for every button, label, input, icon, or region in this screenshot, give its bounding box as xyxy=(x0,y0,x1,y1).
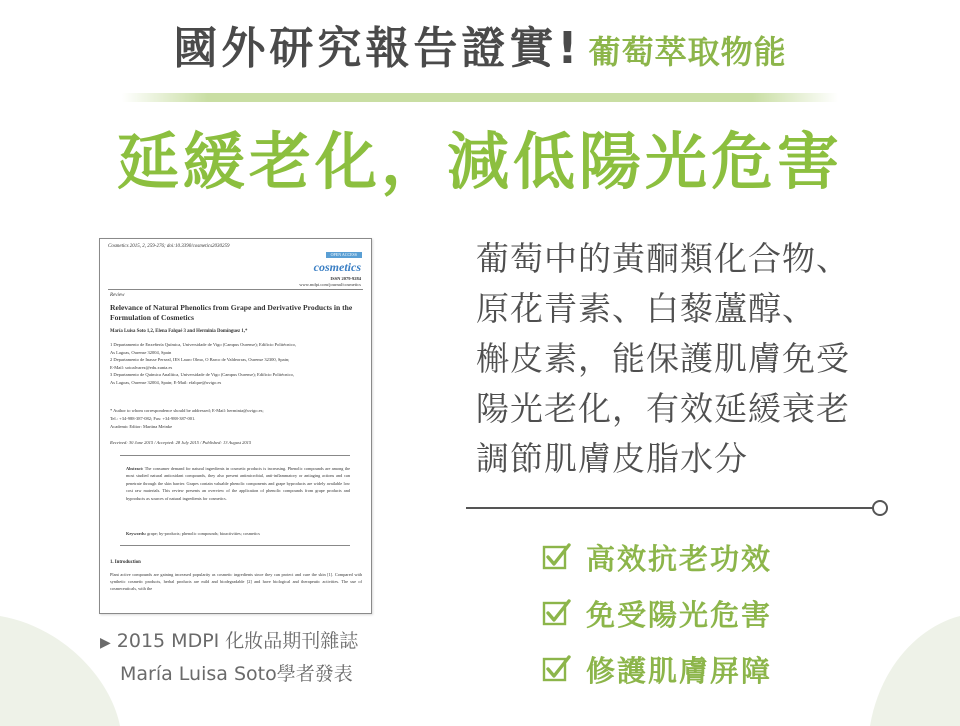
paper-dates: Received: 30 June 2015 / Accepted: 28 July 2015 / Published: 13 August 2015 xyxy=(110,440,252,445)
description xyxy=(476,234,906,484)
benefit-label: 修護肌膚屏障 xyxy=(586,653,773,688)
benefit-label: 高效抗老功效 xyxy=(586,541,773,576)
description-divider xyxy=(466,507,874,509)
abstract-rule-top xyxy=(120,455,350,456)
paper-keywords xyxy=(126,531,350,536)
affiliation-line: 2 Departamento de Inasse Perseal, IES Lauro Olmo, O Barco de Valdeorras, Ourense 32300, Spain; xyxy=(110,357,290,363)
affiliation-line: E-Mail: sotoalvarez@edu.xunta.es xyxy=(110,364,173,370)
paper-thumbnail xyxy=(99,238,372,614)
paper-editor: Academic Editor: Martina Meinke xyxy=(110,424,173,429)
checkbox-check-icon xyxy=(542,542,572,572)
description-line: 槲皮素，能保護肌膚免受 xyxy=(476,339,850,378)
keywords-label: Keywords: xyxy=(126,531,147,536)
paper-url: www.mdpi.com/journal/cosmetics xyxy=(299,282,361,287)
intro-text: Plant active compounds are gaining increased popularity as cosmetic ingredients since they can protect and cure the skin [1]. Compared with synthetic cosmetic products, herbal products are mild and biodegradable [2] and have biological and therapeutic activities. The use of cosmeceuticals, with the xyxy=(110,572,362,592)
description-line: 調節肌膚皮脂水分 xyxy=(476,439,748,478)
caption-line2: María Luisa Soto學者發表 xyxy=(120,663,353,685)
title-main: 國外研究報告證實 xyxy=(173,23,558,74)
paper-rule xyxy=(108,289,363,290)
benefit-item xyxy=(542,641,772,697)
paper-abstract xyxy=(126,465,350,502)
abstract-label: Abstract: xyxy=(126,466,144,471)
title-exclamation: ! xyxy=(557,23,578,74)
paper-affiliations xyxy=(110,341,365,387)
paper-caption xyxy=(100,626,358,690)
affiliation-line: 3 Departamento de Química Analítica, Universidade de Vigo (Campus Ourense); Edificio Politécnico, xyxy=(110,372,294,378)
description-line: 葡萄中的黃酮類化合物、 xyxy=(476,239,850,278)
paper-authors: María Luisa Soto 1,2, Elena Falqué 3 and Herminia Domínguez 1,* xyxy=(110,329,248,334)
divider-circle-icon xyxy=(872,500,888,516)
checkbox-check-icon xyxy=(542,598,572,628)
description-line: 原花青素、白藜蘆醇、 xyxy=(476,289,816,328)
title-subtitle: 葡萄萃取物能 xyxy=(588,33,787,71)
paper-citation: Cosmetics 2015, 2, 259-276; doi:10.3390/cosmetics2030259 xyxy=(108,244,230,249)
title-divider xyxy=(122,93,838,102)
abstract-rule-bottom xyxy=(120,545,350,546)
open-access-badge: OPEN ACCESS xyxy=(326,252,362,258)
paper-issn: ISSN 2079-9284 xyxy=(330,276,361,281)
description-line: 陽光老化，有效延緩衰老 xyxy=(476,389,850,428)
correspondence-line: * Author to whom correspondence should be addressed; E-Mail: herminia@uvigo.es; xyxy=(110,408,264,413)
benefit-item xyxy=(542,585,772,641)
abstract-text: The consumer demand for natural ingredients in cosmetic products is increasing. Phenolic compounds are among the most studied natural antioxidant compounds, they also present antimicrobial, anti-inflammatory or antiaging actions and can penetrate through the skin barrier. Grapes contain valuable phenolic components and grape byproducts are widely available low cost raw materials. This review presents an overview of the application of phenolic compounds from grape products and byproducts as sources of natural ingredients for cosmetics. xyxy=(126,466,351,501)
page-title xyxy=(0,12,960,76)
benefit-item xyxy=(542,529,772,585)
paper-title: Relevance of Natural Phenolics from Grape and Derivative Products in the Formulation of Cosmetics xyxy=(110,303,353,322)
keywords-text: grape; by-products; phenolic compounds; bioactivities; cosmetics xyxy=(147,531,260,536)
checkbox-check-icon xyxy=(542,654,572,684)
intro-heading: 1. Introduction xyxy=(110,560,141,565)
benefit-label: 免受陽光危害 xyxy=(586,597,773,632)
affiliation-line: As Lagoas, Ourense 32004, Spain; E-Mail: efalque@uvigo.es xyxy=(110,379,222,385)
paper-type: Review xyxy=(110,293,125,298)
affiliation-line: 1 Departamento de Enxeñería Química, Universidade de Vigo (Campus Ourense); Edificio Politécnico, xyxy=(110,342,296,347)
journal-logo: cosmetics xyxy=(313,260,361,274)
affiliation-line: As Lagoas, Ourense 32004, Spain xyxy=(110,349,172,355)
caption-line1: 2015 MDPI 化妝品期刊雜誌 xyxy=(116,630,359,652)
correspondence-line: Tel.: +34-988-387-082; Fax: +34-988-387-001. xyxy=(110,415,196,421)
benefit-list xyxy=(542,529,772,697)
headline: 延緩老化，減低陽光危害 xyxy=(116,125,843,198)
paper-correspondence xyxy=(110,407,264,422)
triangle-right-icon: ▶ xyxy=(100,635,111,651)
